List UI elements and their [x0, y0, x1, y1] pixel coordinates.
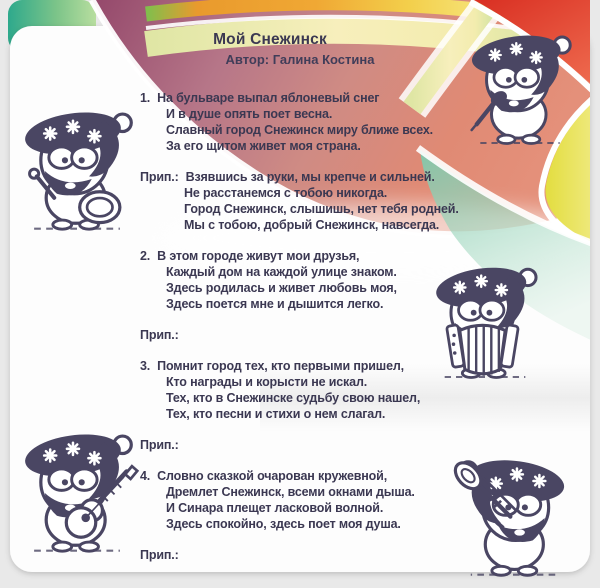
lyric-text: На бульваре выпал яблоневый снег: [157, 91, 380, 105]
lyric-line: [140, 169, 492, 185]
snowman-trumpeter-illustration: [440, 448, 586, 580]
lyric-prefix: Прип.:: [140, 548, 179, 562]
lyric-line: Здесь спокойно, здесь поет моя душа.: [166, 517, 401, 531]
lyric-line: Дремлет Снежинск, всеми окнами дыша.: [166, 485, 415, 499]
page-title: Мой Снежинск: [213, 31, 327, 48]
lyric-prefix: 1.: [140, 91, 151, 105]
lyric-prefix: Прип.:: [140, 170, 179, 184]
lyric-text: Помнит город тех, кто первыми пришел,: [157, 359, 404, 373]
lyric-prefix: Прип.:: [140, 438, 179, 452]
lyric-text: В этом городе живут мои друзья,: [157, 249, 360, 263]
lyric-line: Тех, кто песни и стихи о нем слагал.: [166, 407, 386, 421]
lyric-line: Не расстанемся с тобою никогда.: [184, 186, 388, 200]
lyric-line: Здесь поется мне и дышится легко.: [166, 297, 384, 311]
lyric-prefix: 2.: [140, 249, 151, 263]
lyric-text: Взявшись за руки, мы крепче и сильней.: [185, 170, 435, 184]
snowman-accordionist-illustration: [422, 256, 548, 382]
lyric-prefix: Прип.:: [140, 328, 179, 342]
guitar-icon: [125, 466, 137, 479]
lyric-prefix: 3.: [140, 359, 151, 373]
snowman-singer-illustration: [458, 24, 582, 148]
snowman-drummer-illustration: [10, 100, 144, 234]
lyric-line: Мы с тобою, добрый Снежинск, навсегда.: [184, 218, 440, 232]
lyric-prefix: 4.: [140, 469, 151, 483]
lyric-line: Каждый дом на каждой улице знаком.: [166, 265, 397, 279]
lyric-line: Кто награды и корысти не искал.: [166, 375, 368, 389]
lyric-line: [140, 90, 492, 106]
lyric-block: [140, 90, 492, 154]
lyric-line: Город Снежинск, слышишь, нет тебя родней.: [184, 202, 459, 216]
snowman-guitarist-illustration: [10, 422, 144, 556]
author-line: Автор: Галина Костина: [225, 52, 375, 67]
lyric-line: Славный город Снежинск миру ближе всех.: [166, 123, 433, 137]
lyric-line: Тех, кто в Снежинске судьбу свою нашел,: [166, 391, 421, 405]
lyric-line: И Синара плещет ласковой волной.: [166, 501, 384, 515]
lyric-line: За его щитом живет моя страна.: [166, 139, 361, 153]
lyric-line: И в душе опять поет весна.: [166, 107, 333, 121]
lyric-text: Словно сказкой очарован кружевной,: [157, 469, 388, 483]
lyric-line: Здесь родилась и живет любовь моя,: [166, 281, 397, 295]
lyric-block: [140, 169, 492, 233]
